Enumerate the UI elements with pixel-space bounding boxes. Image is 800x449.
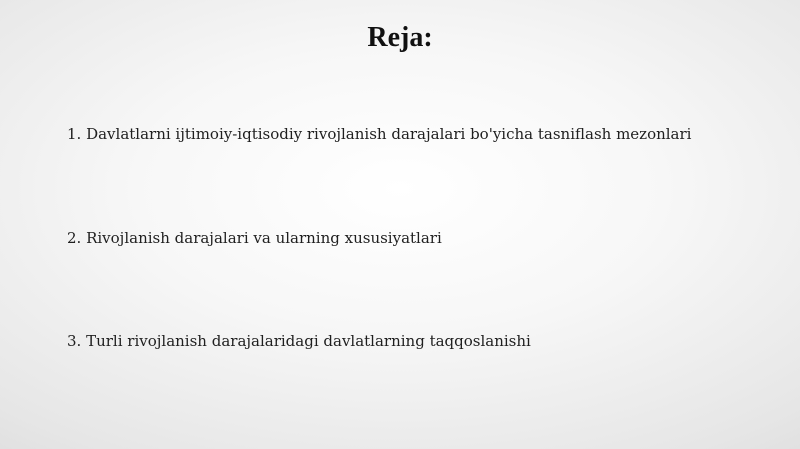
plan-item-1: 1. Davlatlarni ijtimoiy-iqtisodiy rivojlanish darajalari bo'yicha tasniflash mezonlari bbox=[67, 125, 692, 143]
slide-title: Reja: bbox=[367, 22, 433, 53]
plan-item-3: 3. Turli rivojlanish darajalaridagi davlatlarning taqqoslanishi bbox=[67, 332, 531, 350]
plan-item-2: 2. Rivojlanish darajalari va ularning xususiyatlari bbox=[67, 229, 442, 247]
